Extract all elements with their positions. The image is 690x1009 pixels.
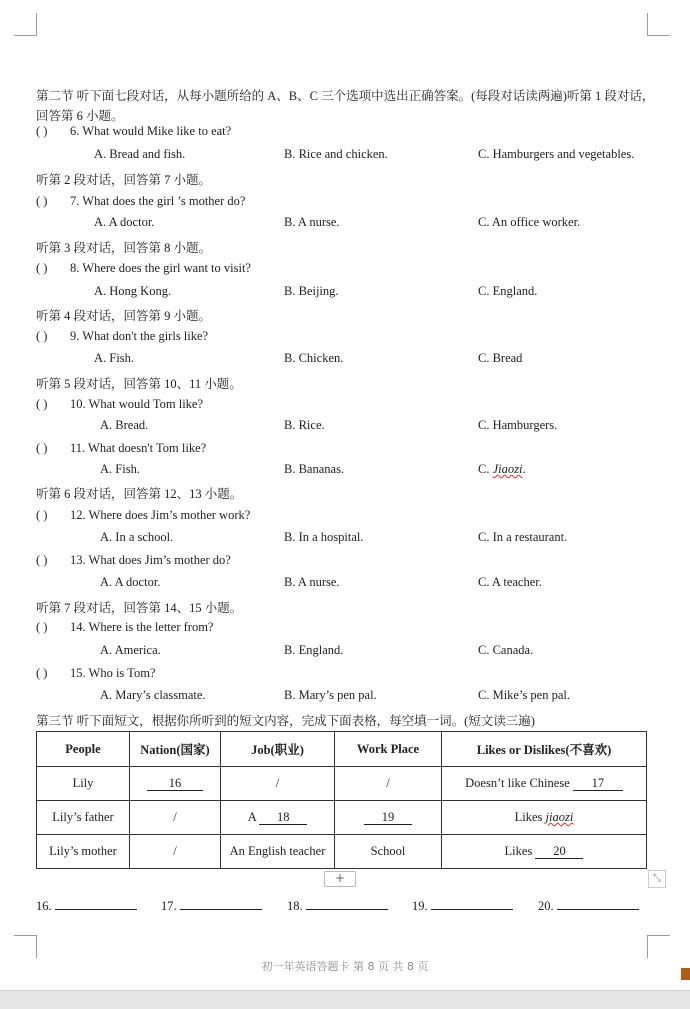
cell-likes[interactable] <box>442 835 647 869</box>
question-text: 14. Where is the letter from? <box>70 620 214 634</box>
listen-instruction: 听第 3 段对话，回答第 8 小题。 <box>36 241 212 255</box>
blank-17[interactable]: 17 <box>573 777 623 791</box>
question-text: 9. What don't the girls like? <box>70 329 209 343</box>
answer-bracket[interactable]: ( ) <box>36 329 48 343</box>
crop-mark-top-right <box>647 13 670 36</box>
answer-blank-20[interactable] <box>538 897 639 914</box>
option-b: B. Bananas. <box>284 462 345 476</box>
option-a: A. A doctor. <box>100 575 161 589</box>
listen-instruction: 听第 4 段对话，回答第 9 小题。 <box>36 309 212 323</box>
option-b: B. Rice. <box>284 418 325 432</box>
option-a: A. Hong Kong. <box>94 284 172 298</box>
answer-blank-17[interactable] <box>161 897 262 914</box>
option-c: C. Bread <box>478 351 523 365</box>
question-text: 13. What does Jim’s mother do? <box>70 553 231 567</box>
listen-instruction: 听第 7 段对话，回答第 14、15 小题。 <box>36 601 243 615</box>
answer-blank-19[interactable] <box>412 897 513 914</box>
crop-mark-bottom-right <box>647 935 670 958</box>
question-text: 7. What does the girl ’s mother do? <box>70 194 246 208</box>
cell-job[interactable] <box>221 801 335 835</box>
cell-people: Lily’s mother <box>37 835 130 869</box>
likes-text: Doesn’t like Chinese <box>465 776 570 790</box>
option-c: C. An office worker. <box>478 215 581 229</box>
bottom-scrollbar[interactable] <box>0 990 690 1009</box>
cell-likes[interactable] <box>442 767 647 801</box>
section2-intro-line2: 回答第 6 小题。 <box>36 109 124 123</box>
answer-bracket[interactable]: ( ) <box>36 397 48 411</box>
answer-number: 17. <box>161 899 177 913</box>
option-b: B. Beijing. <box>284 284 339 298</box>
listen-instruction: 听第 5 段对话，回答第 10、11 小题。 <box>36 377 242 391</box>
table-header-row <box>37 732 647 767</box>
blank-20[interactable]: 20 <box>535 845 583 859</box>
likes-text: Likes <box>504 844 533 858</box>
answer-bracket[interactable]: ( ) <box>36 553 48 567</box>
option-a: A. A doctor. <box>94 215 155 229</box>
listen-instruction: 听第 6 段对话，回答第 12、13 小题。 <box>36 487 243 501</box>
option-label: C. <box>478 462 490 476</box>
question-text: 8. Where does the girl want to visit? <box>70 261 251 275</box>
option-b: B. A nurse. <box>284 215 340 229</box>
crop-mark-bottom-left <box>14 935 37 958</box>
answer-bracket[interactable]: ( ) <box>36 261 48 275</box>
option-c: C. Hamburgers. <box>478 418 558 432</box>
header-nation: Nation(国家) <box>130 732 221 767</box>
answer-number: 20. <box>538 899 554 913</box>
job-prefix: A <box>247 810 257 824</box>
answer-bracket[interactable]: ( ) <box>36 666 48 680</box>
cell-nation: / <box>130 835 221 869</box>
option-a: A. Mary’s classmate. <box>100 688 206 702</box>
cell-people: Lily <box>37 767 130 801</box>
header-likes: Likes or Dislikes(不喜欢) <box>442 732 647 767</box>
answer-blank-18[interactable] <box>287 897 388 914</box>
section2-intro-line1: 第二节 听下面七段对话，从每小题所给的 A、B、C 三个选项中选出正确答案。(每段对话读两遍)听第 1 段对话， <box>36 89 655 103</box>
table-resize-handle[interactable]: ⤡ <box>648 870 666 888</box>
cell-nation: / <box>130 801 221 835</box>
option-a: A. America. <box>100 643 161 657</box>
cell-job: An English teacher <box>221 835 335 869</box>
cell-people: Lily’s father <box>37 801 130 835</box>
option-c: C. A teacher. <box>478 575 542 589</box>
answer-bracket[interactable]: ( ) <box>36 124 48 138</box>
blank-18[interactable]: 18 <box>259 811 307 825</box>
corner-marker <box>681 968 690 980</box>
cell-job: / <box>221 767 335 801</box>
option-b: B. Chicken. <box>284 351 344 365</box>
answer-bracket[interactable]: ( ) <box>36 508 48 522</box>
option-a: A. Bread. <box>100 418 149 432</box>
option-a: A. Bread and fish. <box>94 147 186 161</box>
table-row <box>37 801 647 835</box>
answer-bracket[interactable]: ( ) <box>36 620 48 634</box>
jiaozi-word: jiaozi <box>545 810 574 824</box>
cell-place[interactable] <box>335 801 442 835</box>
option-a: A. In a school. <box>100 530 174 544</box>
option-c: C. In a restaurant. <box>478 530 568 544</box>
question-text: 10. What would Tom like? <box>70 397 204 411</box>
answer-bracket[interactable]: ( ) <box>36 194 48 208</box>
option-b: B. Rice and chicken. <box>284 147 388 161</box>
answer-blank-16[interactable] <box>36 897 137 914</box>
table-row <box>37 767 647 801</box>
listen-instruction: 听第 2 段对话，回答第 7 小题。 <box>36 173 212 187</box>
option-b: B. In a hospital. <box>284 530 364 544</box>
likes-text: Likes <box>514 810 543 824</box>
question-text: 12. Where does Jim’s mother work? <box>70 508 251 522</box>
cell-place: / <box>335 767 442 801</box>
option-a: A. Fish. <box>100 462 140 476</box>
cell-nation[interactable] <box>130 767 221 801</box>
answer-bracket[interactable]: ( ) <box>36 441 48 455</box>
add-row-button[interactable]: + <box>324 871 356 887</box>
cell-place: School <box>335 835 442 869</box>
page-footer: 初一年英语答题卡 第 8 页 共 8 页 <box>261 960 429 973</box>
cell-likes <box>442 801 647 835</box>
question-text: 15. Who is Tom? <box>70 666 156 680</box>
header-job: Job(职业) <box>221 732 335 767</box>
answer-number: 16. <box>36 899 52 913</box>
option-c: C. Canada. <box>478 643 534 657</box>
table-row <box>37 835 647 869</box>
section3-intro: 第三节 听下面短文，根据你所听到的短文内容，完成下面表格，每空填一词。(短文读三遍) <box>36 714 535 728</box>
option-b: B. A nurse. <box>284 575 340 589</box>
blank-19[interactable]: 19 <box>364 811 412 825</box>
option-a: A. Fish. <box>94 351 134 365</box>
option-b: B. England. <box>284 643 344 657</box>
jiaozi-word: Jiaozi <box>492 462 523 476</box>
option-c <box>478 462 526 477</box>
question-text: 6. What would Mike like to eat? <box>70 124 232 138</box>
option-c: C. Hamburgers and vegetables. <box>478 147 635 161</box>
option-punctuation: . <box>522 462 526 476</box>
header-people: People <box>37 732 130 767</box>
question-text: 11. What doesn't Tom like? <box>70 441 207 455</box>
answer-number: 18. <box>287 899 303 913</box>
option-b: B. Mary’s pen pal. <box>284 688 377 702</box>
answer-table <box>36 731 647 869</box>
option-c: C. England. <box>478 284 538 298</box>
blank-16[interactable]: 16 <box>147 777 203 791</box>
option-c: C. Mike’s pen pal. <box>478 688 571 702</box>
header-work-place: Work Place <box>335 732 442 767</box>
crop-mark-top-left <box>14 13 37 36</box>
answer-number: 19. <box>412 899 428 913</box>
